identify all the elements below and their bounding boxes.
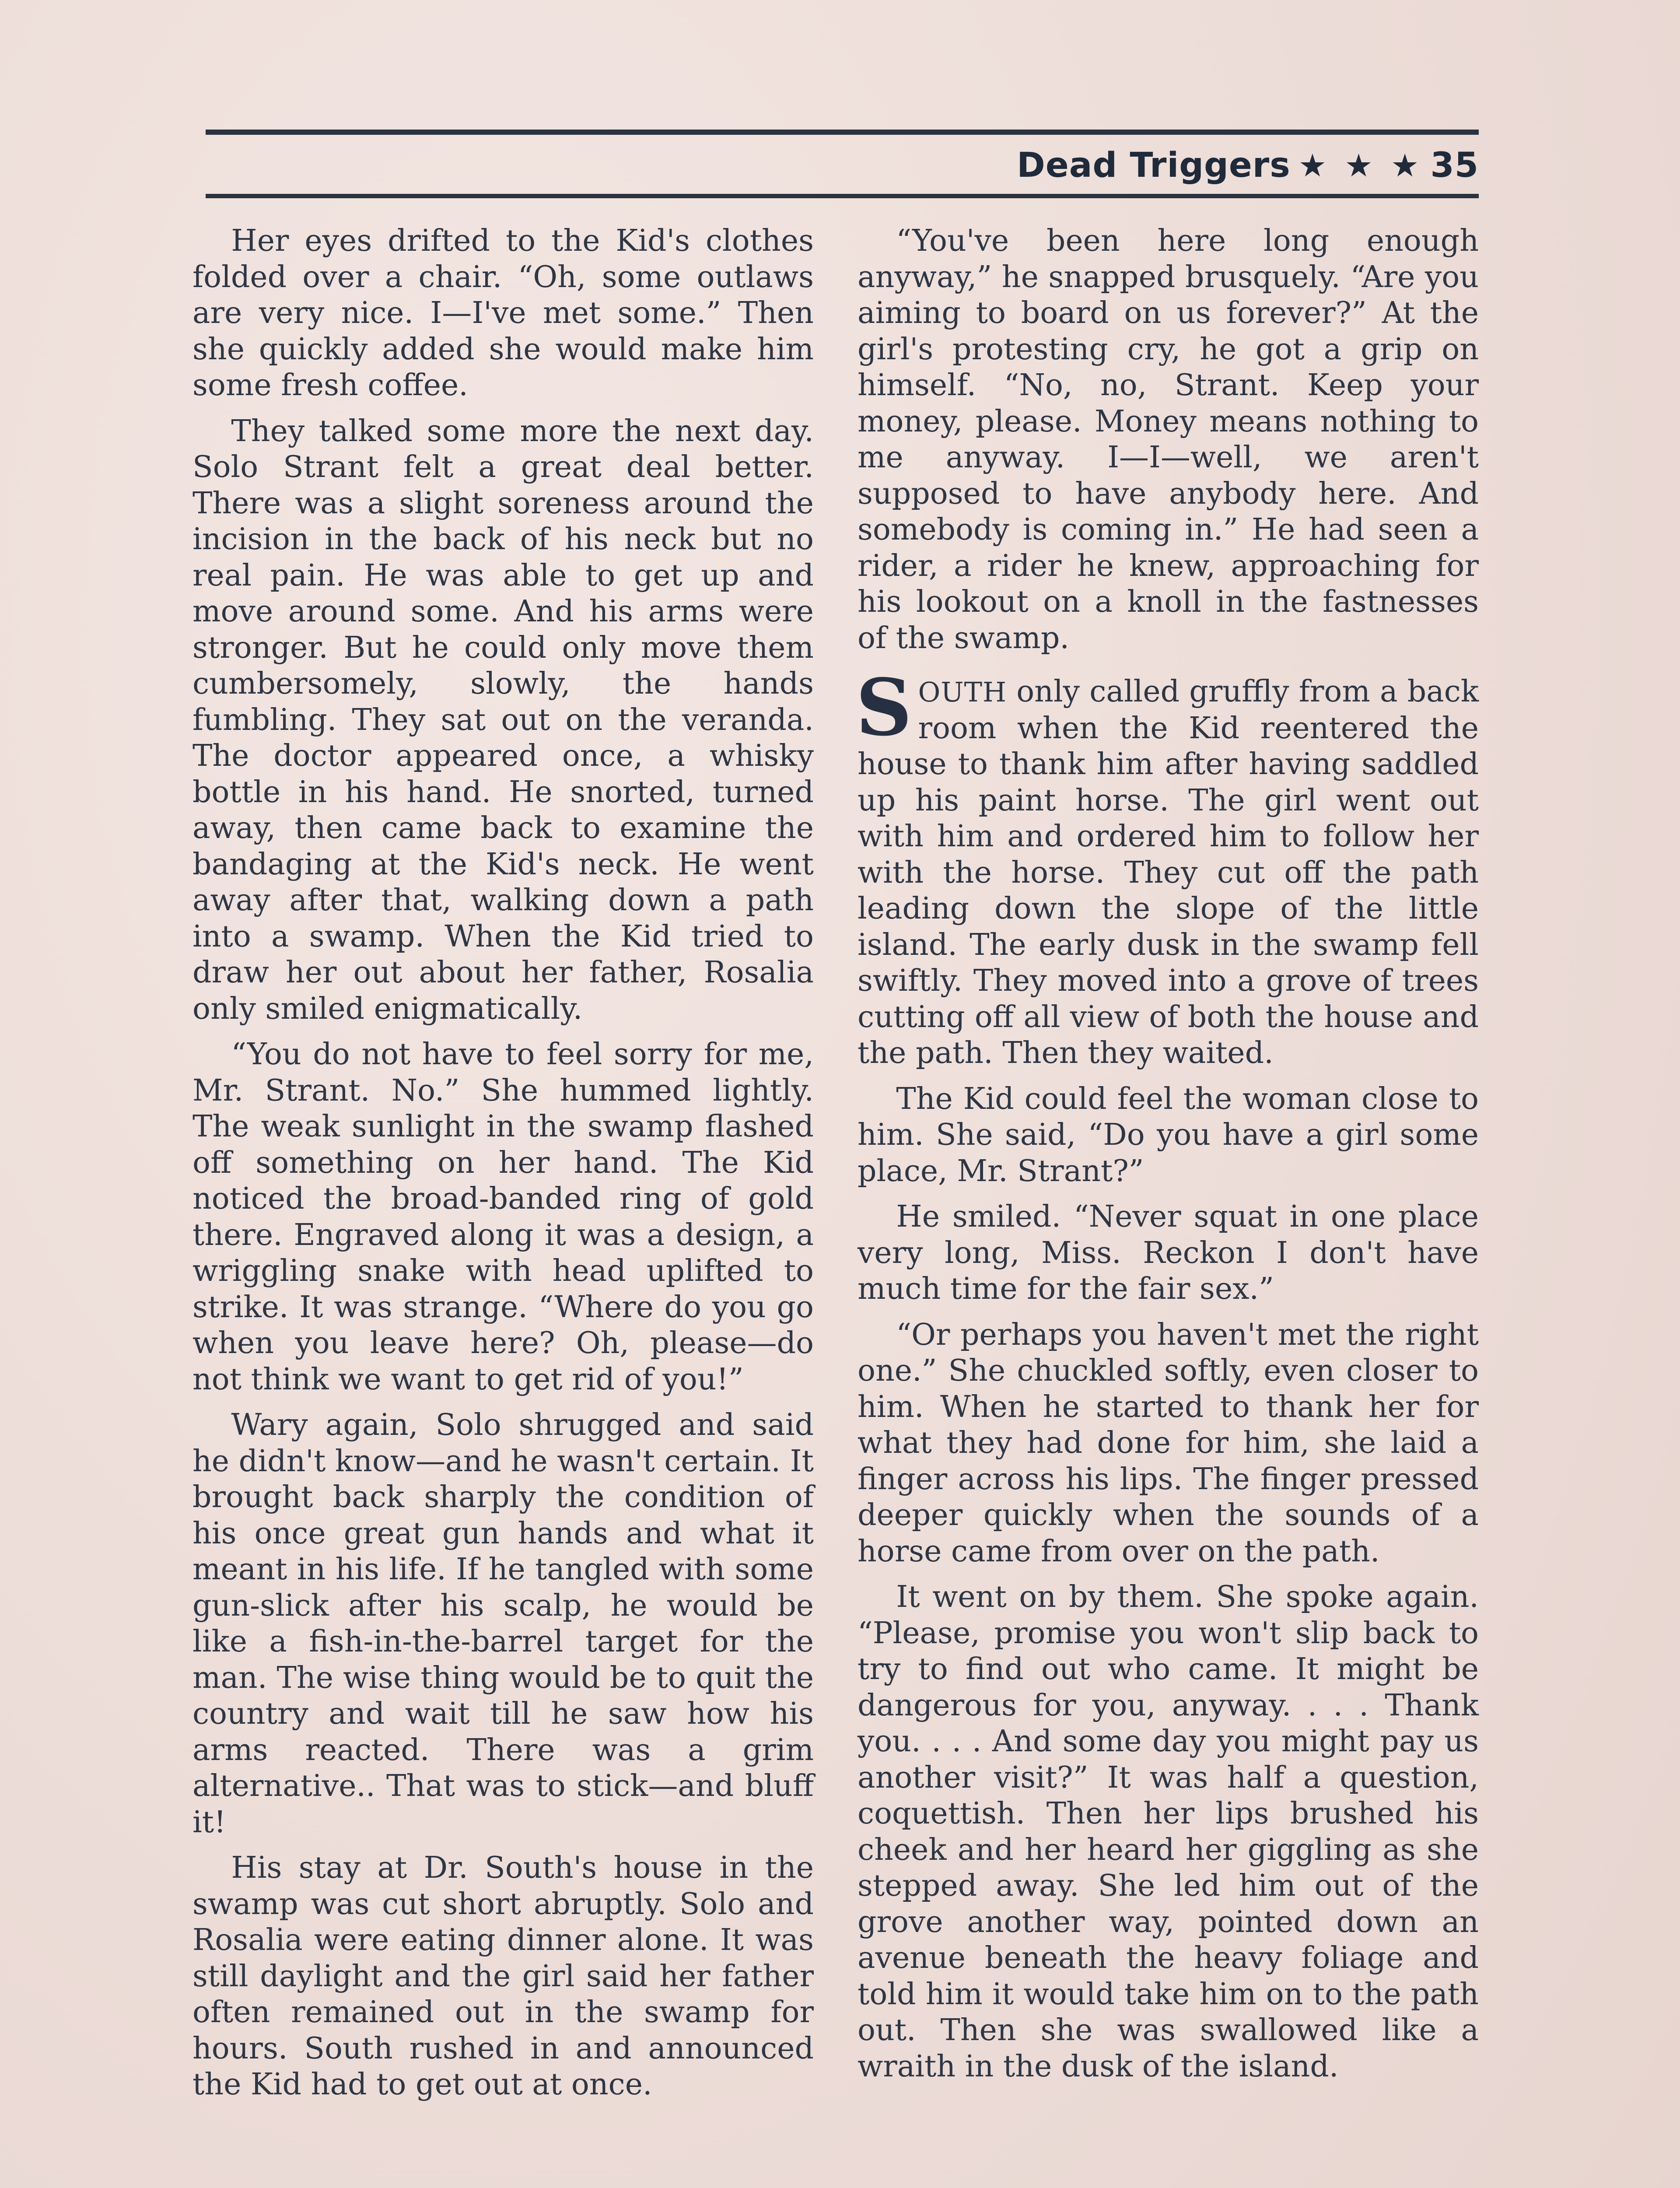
running-head — [1017, 139, 1479, 192]
paragraph: It went on by them. She spoke again. “Please, promise you won't slip back to try to find out who came. It might be dangerous for you, anyway. . . . Thank you. . . . And some day you might pay us another visit?” It was half a question, coquettish. Then her lips brushed his cheek and her heard her giggling as she stepped away. She led him out of the grove another way, pointed down an avenue beneath the heavy foliage and told him it would take him on to the path out. Then she was swallowed like a wraith in the dusk of the island. — [858, 1580, 1479, 2084]
drop-cap: S — [856, 662, 912, 753]
header-rule-bottom — [206, 194, 1479, 198]
paragraph: “Or perhaps you haven't met the right one.” She chuckled softly, even closer to him. When he started to thank her for what they had done for him, she laid a finger across his lips. The finger pressed deeper quickly when the sounds of a horse came from over on the path. — [858, 1317, 1479, 1569]
paragraph-text: only called gruffly from a back room when the Kid reentered the house to thank him after having saddled up his paint horse. The girl went out with him and ordered him to follow her with the horse. They cut off the path leading down the slope of the little island. The early dusk in the swamp fell swiftly. They moved into a grove of trees cutting off all view of both the house and the path. Then they waited. — [858, 674, 1479, 1070]
paragraph: They talked some more the next day. Solo Strant felt a great deal better. There was a slight soreness around the incision in the back of his neck but no real pain. He was able to get up and move around some. And his arms were stronger. But he could only move them cumbersomely, slowly, the hands fumbling. They sat out on the veranda. The doctor appeared once, a whisky bottle in his hand. He snorted, turned away, then came back to examine the bandaging at the Kid's neck. He went away after that, walking down a path into a swamp. When the Kid tried to draw her out about her father, Rosalia only smiled enigmatically. — [192, 414, 814, 1026]
left-column — [192, 223, 814, 2113]
paragraph: Wary again, Solo shrugged and said he didn't know—and he wasn't certain. It brought back sharply the condition of his once great gun hands and what it meant in his life. If he tangled with some gun-slick after his scalp, he would be like a fish-in-the-barrel target for the man. The wise thing would be to quit the country and wait till he saw how his arms reacted. There was a grim alternative.. That was to stick—and bluff it! — [192, 1408, 814, 1840]
page-number: 35 — [1430, 146, 1479, 185]
paragraph: He smiled. “Never squat in one place very long, Miss. Reckon I don't have much time for the fair sex.” — [858, 1199, 1479, 1306]
story-title: Dead Triggers — [1017, 146, 1291, 185]
paragraph: His stay at Dr. South's house in the swamp was cut short abruptly. Solo and Rosalia were eating dinner alone. It was still daylight and the girl said her father often remained out in the swamp for hours. South rushed in and announced the Kid had to get out at once. — [192, 1851, 814, 2102]
paragraph: Her eyes drifted to the Kid's clothes folded over a chair. “Oh, some outlaws are very nice. I—I've met some.” Then she quickly added she would make him some fresh coffee. — [192, 224, 814, 403]
paragraph: “You do not have to feel sorry for me, Mr. Strant. No.” She hummed lightly. The weak sunlight in the swamp flashed off something on her hand. The Kid noticed the broad-banded ring of gold there. Engraved along it was a design, a wriggling snake with head uplifted to strike. It was strange. “Where do you go when you leave here? Oh, please—do not think we want to get rid of you!” — [192, 1037, 814, 1397]
paragraph: The Kid could feel the woman close to him. She said, “Do you have a girl some place, Mr. Strant?” — [858, 1081, 1479, 1189]
star-ornament-icon: ★ ★ ★ — [1298, 147, 1423, 184]
header-rule-top — [206, 130, 1479, 135]
dropcap-word-rest: OUTH — [918, 676, 1007, 708]
right-column — [858, 223, 1479, 2094]
paragraph: “You've been here long enough anyway,” he snapped brusquely. “Are you aiming to board on us forever?” At the girl's protesting cry, he got a grip on himself. “No, no, Strant. Keep your money, please. Money means nothing to me anyway. I—I—well, we aren't supposed to have anybody here. And somebody is coming in.” He had seen a rider, a rider he knew, approaching for his lookout on a knoll in the fastnesses of the swamp. — [858, 224, 1479, 656]
dropcap-paragraph — [856, 662, 1479, 1072]
